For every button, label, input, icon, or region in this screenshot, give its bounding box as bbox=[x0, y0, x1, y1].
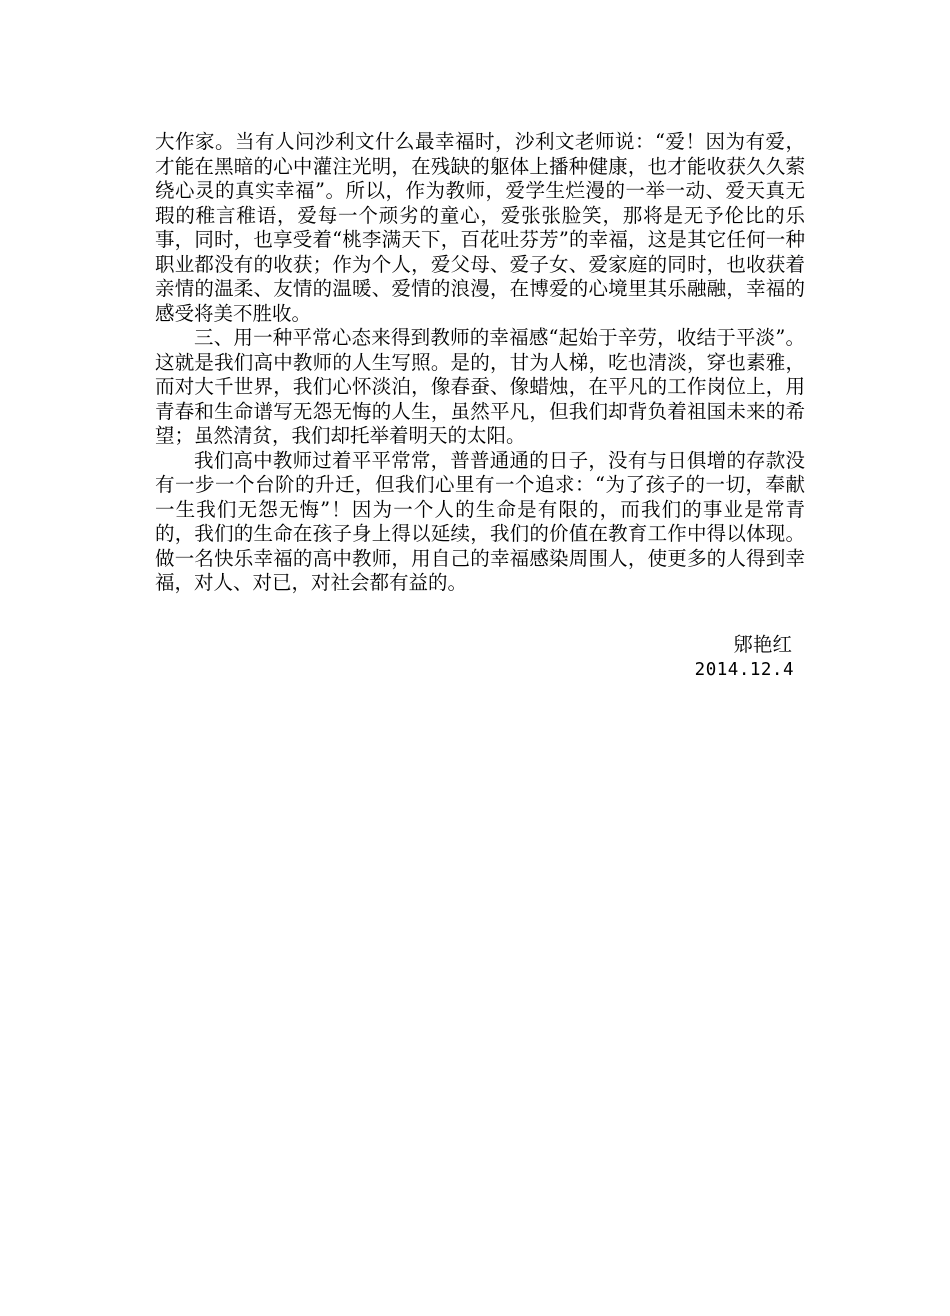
document-body bbox=[155, 130, 805, 596]
signature-block bbox=[695, 633, 794, 682]
signature-date: 2014.12.4 bbox=[694, 659, 794, 680]
paragraph-conclusion: 我们高中教师过着平平常常，普普通通的日子，没有与日俱增的存款没有一步一个台阶的升迁，但我们心里有一个追求：“为了孩子的一切，奉献一生我们无怨无悔”！因为一个人的生命是有限的，而我们的事业是常青的，我们的生命在孩子身上得以延续，我们的价值在教育工作中得以体现。做一名快乐幸福的高中教师，用自己的幸福感染周围人，使更多的人得到幸福，对人、对已，对社会都有益的。 bbox=[155, 448, 805, 594]
paragraph-continuation: 大作家。当有人问沙利文什么最幸福时，沙利文老师说：“爱！因为有爱，才能在黑暗的心中灌注光明，在残缺的躯体上播种健康，也才能收获久久萦绕心灵的真实幸福”。所以，作为教师，爱学生烂漫的一举一动、爱天真无瑕的稚言稚语，爱每一个顽劣的童心，爱张张脸笑，那将是无予伦比的乐事，同时，也享受着“桃李满天下，百花吐芬芳”的幸福，这是其它任何一种职业都没有的收获；作为个人，爱父母、爱子女、爱家庭的同时，也收获着亲情的温柔、友情的温暖、爱情的浪漫，在博爱的心境里其乐融融，幸福的感受将美不胜收。 bbox=[155, 130, 805, 325]
paragraph-section-three: 三、用一种平常心态来得到教师的幸福感“起始于辛劳，收结于平淡”。这就是我们高中教师的人生写照。是的，甘为人梯，吃也清淡，穿也素雅，而对大千世界，我们心怀淡泊，像春蚕、像蜡烛，在平凡的工作岗位上，用青春和生命谱写无怨无悔的人生，虽然平凡，但我们却背负着祖国未来的希望；虽然清贫，我们却托举着明天的太阳。 bbox=[155, 326, 805, 447]
author-name: 郳艳红 bbox=[733, 633, 792, 656]
